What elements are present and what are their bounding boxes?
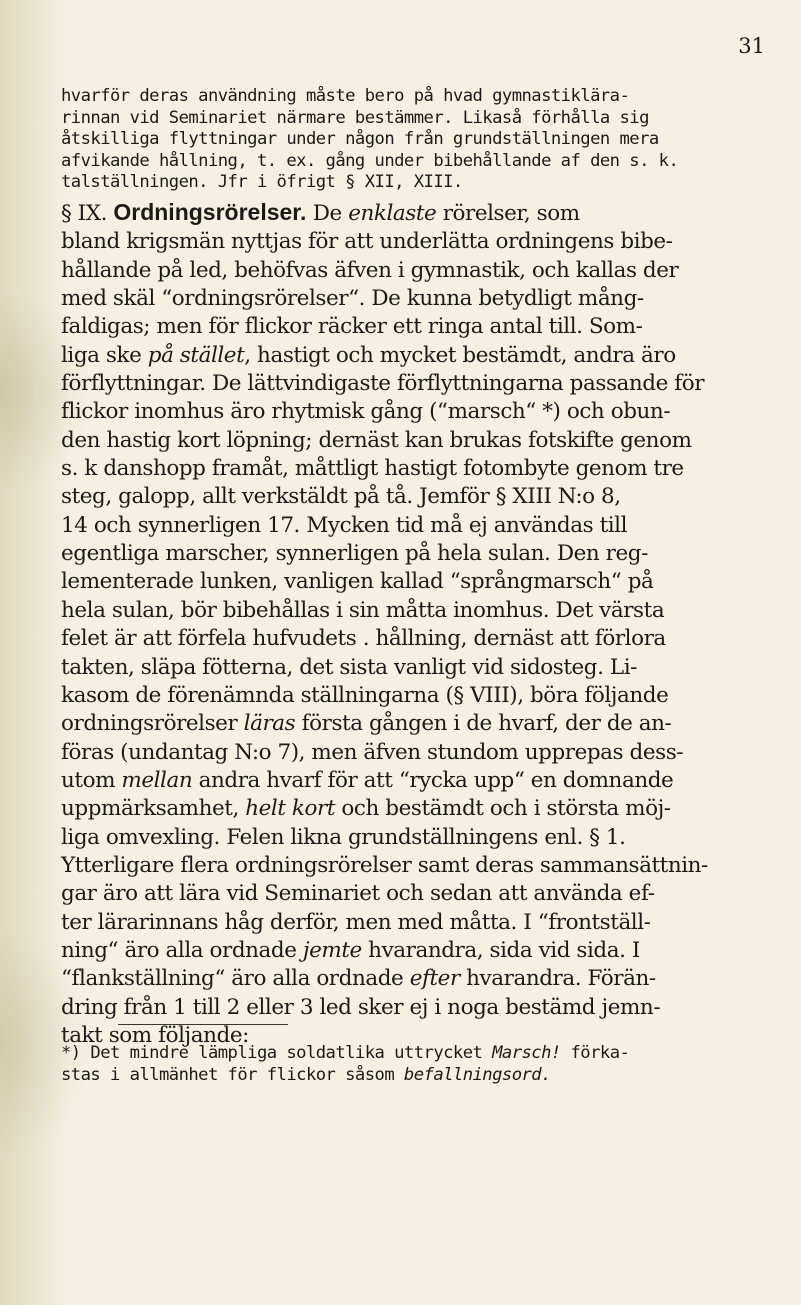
footnote-divider xyxy=(118,1024,288,1025)
section-line xyxy=(61,710,777,738)
text-run: gar äro att lära vid Seminariet och sedan att använda ef- xyxy=(61,881,655,907)
section-line xyxy=(61,198,777,228)
intro-line: talställningen. Jfr i öfrigt § XII, XIII. xyxy=(61,172,463,193)
section-line xyxy=(61,937,777,965)
section-line xyxy=(61,739,777,767)
text-run: dring från 1 till 2 eller 3 led sker ej i noga bestämd jemn- xyxy=(61,994,661,1020)
text-run: s. k danshopp framåt, måttligt hastigt fotombyte genom tre xyxy=(61,456,684,482)
text-run: kasom de förenämnda ställningarna (§ VIII), böra följande xyxy=(61,682,669,708)
text-run: “flankställning“ äro alla ordnade xyxy=(61,966,410,992)
section-line xyxy=(61,398,777,426)
section-line xyxy=(61,257,777,285)
section-line xyxy=(61,824,777,852)
footnote-line xyxy=(61,1043,777,1065)
italic-text: befallningsord. xyxy=(403,1064,551,1085)
text-run: den hastig kort löpning; dernäst kan brukas fotskifte genom xyxy=(61,427,692,453)
text-run: , hastigt och mycket bestämdt, andra äro xyxy=(244,342,676,368)
section-line xyxy=(61,597,777,625)
section-ix-paragraph xyxy=(61,198,777,1050)
intro-paragraph xyxy=(61,86,777,194)
text-run: De xyxy=(306,201,349,226)
section-line xyxy=(61,483,777,511)
section-line xyxy=(61,512,777,540)
text-run: felet är att förfela hufvudets . hållning, dernäst att förlora xyxy=(61,626,666,652)
italic-text: Marsch! xyxy=(492,1043,561,1063)
text-run: faldigas; men för flickor räcker ett ringa antal till. Som- xyxy=(61,314,643,340)
text-run: hvarandra. Förän- xyxy=(459,966,656,992)
section-line xyxy=(61,994,777,1022)
italic-text: mellan xyxy=(121,767,193,793)
intro-line: hvarför deras användning måste bero på hvad gymnastiklära- xyxy=(61,86,630,106)
text-run: stas i allmänhet för flickor såsom xyxy=(61,1064,404,1085)
section-line xyxy=(61,370,777,398)
section-line xyxy=(61,625,777,653)
text-run: andra hvarf för att “rycka upp“ en domnande xyxy=(192,767,674,793)
section-line xyxy=(61,965,777,993)
italic-text: helt kort xyxy=(245,796,336,822)
text-run: förflyttningar. De lättvindigaste förflyttningarna passande för xyxy=(61,371,705,397)
intro-line: rinnan vid Seminariet närmare bestämmer. Likaså förhålla sig xyxy=(61,107,649,128)
text-run: flickor inomhus äro rhytmisk gång (“marsch“ *) och obun- xyxy=(61,399,671,425)
section-line xyxy=(61,228,777,256)
text-run: rörelser, som xyxy=(436,201,580,226)
footnote-line xyxy=(61,1065,777,1087)
page-number: 31 xyxy=(738,34,765,58)
text-run: hela sulan, bör bibehållas i sin måtta inomhus. Det värsta xyxy=(61,597,665,623)
section-line xyxy=(61,654,777,682)
italic-text: jemte xyxy=(302,937,362,963)
italic-text: efter xyxy=(409,966,460,992)
section-line xyxy=(61,427,777,455)
section-line xyxy=(61,795,777,823)
section-line xyxy=(61,313,777,341)
text-run: Ytterligare flera ordningsrörelser samt deras sammansättnin- xyxy=(61,852,708,878)
section-line xyxy=(61,540,777,568)
text-run: hållande på led, behöfvas äfven i gymnastik, och kallas der xyxy=(61,257,679,283)
text-run: ordningsrörelser xyxy=(61,711,244,737)
text-run: takten, släpa fötterna, det sista vanligt vid sidosteg. Li- xyxy=(61,654,637,680)
text-run: liga omvexling. Felen likna grundställningens enl. § 1. xyxy=(61,824,626,850)
text-run: 14 och synnerligen 17. Mycken tid må ej användas till xyxy=(61,512,628,538)
section-line xyxy=(61,342,777,370)
text-run: första gången i de hvarf, der de an- xyxy=(295,711,672,737)
text-run: lementerade lunken, vanligen kallad “språngmarsch“ på xyxy=(61,569,654,595)
text-run: takt som följande: xyxy=(61,1022,249,1048)
section-line xyxy=(61,285,777,313)
text-run: med skäl “ordningsrörelser“. De kunna betydligt mång- xyxy=(61,286,644,312)
text-run: § IX. xyxy=(61,201,114,226)
section-line xyxy=(61,767,777,795)
section-line xyxy=(61,880,777,908)
intro-line: afvikande hållning, t. ex. gång under bibehållande af den s. k. xyxy=(61,150,679,171)
section-line xyxy=(61,455,777,483)
text-run: uppmärksamhet, xyxy=(61,796,246,822)
text-run: liga ske xyxy=(61,342,148,368)
section-line xyxy=(61,568,777,596)
section-heading: Ordningsrörelser. xyxy=(113,199,307,225)
text-run: hvarandra, sida vid sida. I xyxy=(361,937,640,963)
intro-line: åtskilliga flyttningar under någon från grundställningen mera xyxy=(61,129,659,150)
text-run: ning“ äro alla ordnade xyxy=(61,937,303,963)
text-run: förka- xyxy=(560,1043,630,1063)
section-line xyxy=(61,682,777,710)
text-run: och bestämdt och i största möj- xyxy=(335,796,671,822)
italic-text: läras xyxy=(243,711,296,737)
text-run: föras (undantag N:o 7), men äfven stundom upprepas dess- xyxy=(61,739,684,765)
footnote xyxy=(61,1043,777,1086)
section-line xyxy=(61,909,777,937)
text-run: utom xyxy=(61,767,122,793)
text-run: bland krigsmän nyttjas för att underlätta ordningens bibe- xyxy=(61,229,673,255)
text-run: *) Det mindre lämpliga soldatlika uttrycket xyxy=(61,1043,493,1063)
text-run: ter lärarinnans håg derför, men med måtta. I “frontställ- xyxy=(61,909,651,935)
section-line xyxy=(61,852,777,880)
text-run: egentliga marscher, synnerligen på hela sulan. Den reg- xyxy=(61,541,648,567)
italic-text: på stället xyxy=(147,342,245,368)
italic-text: enklaste xyxy=(348,201,437,226)
text-run: steg, galopp, allt verkstäldt på tå. Jemför § XIII N:o 8, xyxy=(61,484,621,510)
